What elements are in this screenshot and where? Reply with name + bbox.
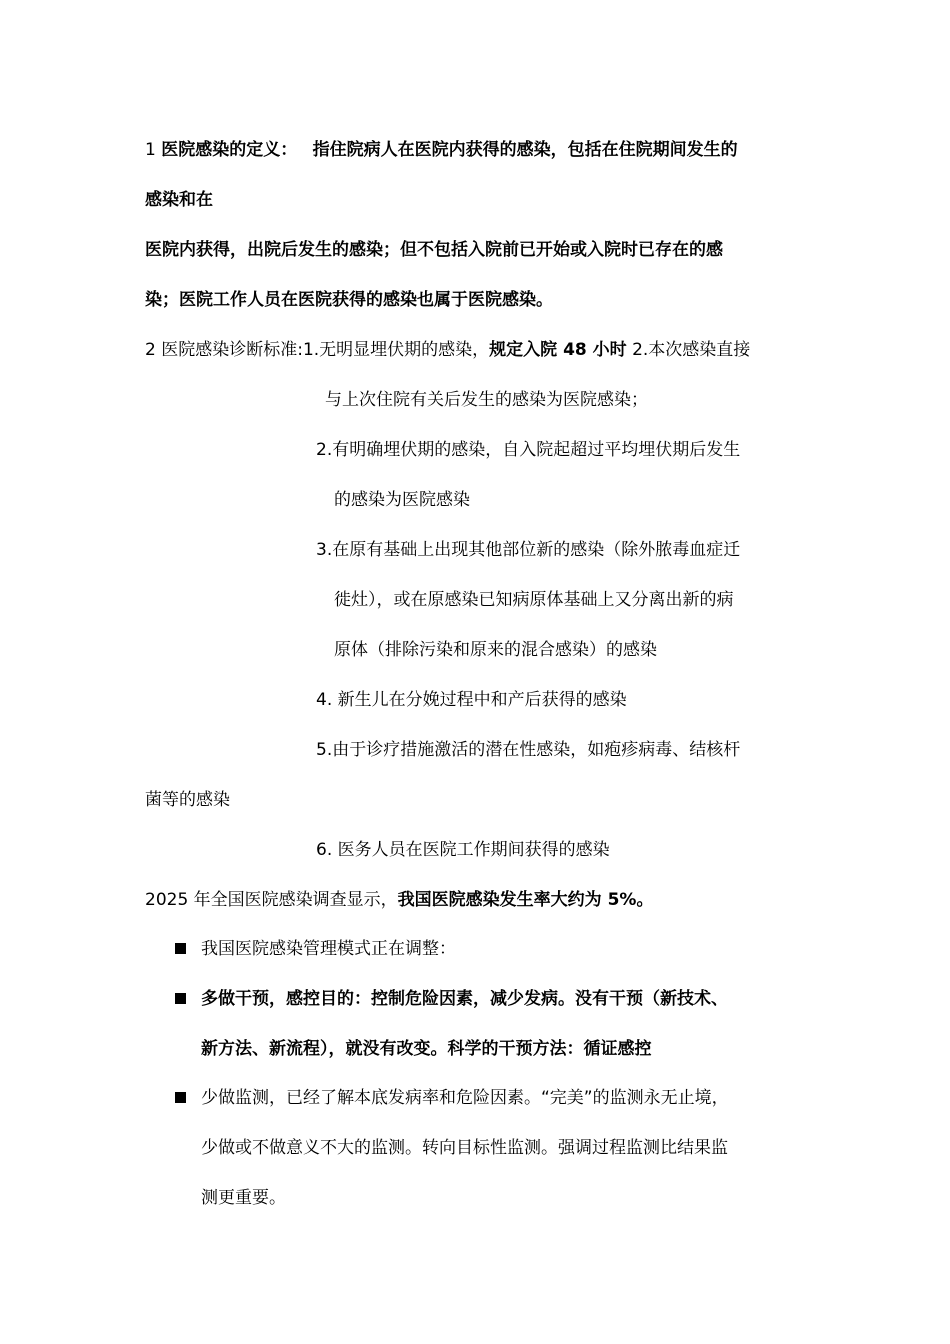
- bullet-text: 少做监测，已经了解本底发病率和危险因素。“完美”的监测永无止境，: [201, 1088, 729, 1108]
- square-bullet-icon: [175, 993, 186, 1004]
- section1-text: 医院内获得，出院后发生的感染；但不包括入院前已开始或入院时已存在的感: [145, 240, 723, 260]
- criteria-item-6: 6. 医务人员在医院工作期间获得的感染: [316, 840, 610, 860]
- square-bullet-icon: [175, 1092, 186, 1103]
- criteria-item-5-cont: 菌等的感染: [145, 790, 230, 810]
- section1-heading-line: [145, 138, 738, 162]
- bullet-text: 测更重要。: [201, 1188, 286, 1208]
- criteria-item-3: 3.在原有基础上出现其他部位新的感染（除外脓毒血症迁: [316, 540, 741, 560]
- section2-tail: 2.本次感染直接: [626, 340, 751, 360]
- bullet-text: 新方法、新流程），就没有改变。科学的干预方法：循证感控: [201, 1039, 652, 1059]
- section1-text: 感染和在: [145, 190, 213, 210]
- criteria-item-2: 2.有明确埋伏期的感染，自入院起超过平均埋伏期后发生: [316, 440, 741, 460]
- square-bullet-icon: [175, 943, 186, 954]
- criteria-item-3-cont: 原体（排除污染和原来的混合感染）的感染: [334, 640, 657, 660]
- bullet-text: 我国医院感染管理模式正在调整：: [201, 939, 456, 959]
- section1-title: 医院感染的定义：: [161, 140, 298, 160]
- section1-text: 染；医院工作人员在医院获得的感染也属于医院感染。: [145, 290, 553, 310]
- criteria-item-1-cont: 与上次住院有关后发生的感染为医院感染；: [325, 390, 648, 410]
- section-number: 1: [145, 140, 156, 160]
- survey-bold: 我国医院感染发生率大约为 5%。: [397, 890, 654, 910]
- criteria-item-5: 5.由于诊疗措施激活的潜在性感染，如疱疹病毒、结核杆: [316, 740, 741, 760]
- section2-bold: 规定入院 48 小时: [489, 340, 627, 360]
- survey-line: [145, 888, 653, 912]
- criteria-item-4: 4. 新生儿在分娩过程中和产后获得的感染: [316, 690, 627, 710]
- bullet-text: 多做干预，感控目的：控制危险因素，减少发病。没有干预（新技术、: [201, 989, 728, 1009]
- criteria-item-3-cont: 徙灶），或在原感染已知病原体基础上又分离出新的病: [334, 590, 734, 610]
- section2-heading-line: [145, 338, 750, 362]
- section1-text: 指住院病人在医院内获得的感染，包括在住院期间发生的: [312, 140, 738, 160]
- section2-lead: 2 医院感染诊断标准:1.无明显埋伏期的感染，: [145, 340, 490, 360]
- survey-text: 2025 年全国医院感染调查显示，: [145, 890, 398, 910]
- criteria-item-2-cont: 的感染为医院感染: [334, 490, 470, 510]
- bullet-text: 少做或不做意义不大的监测。转向目标性监测。强调过程监测比结果监: [201, 1138, 728, 1158]
